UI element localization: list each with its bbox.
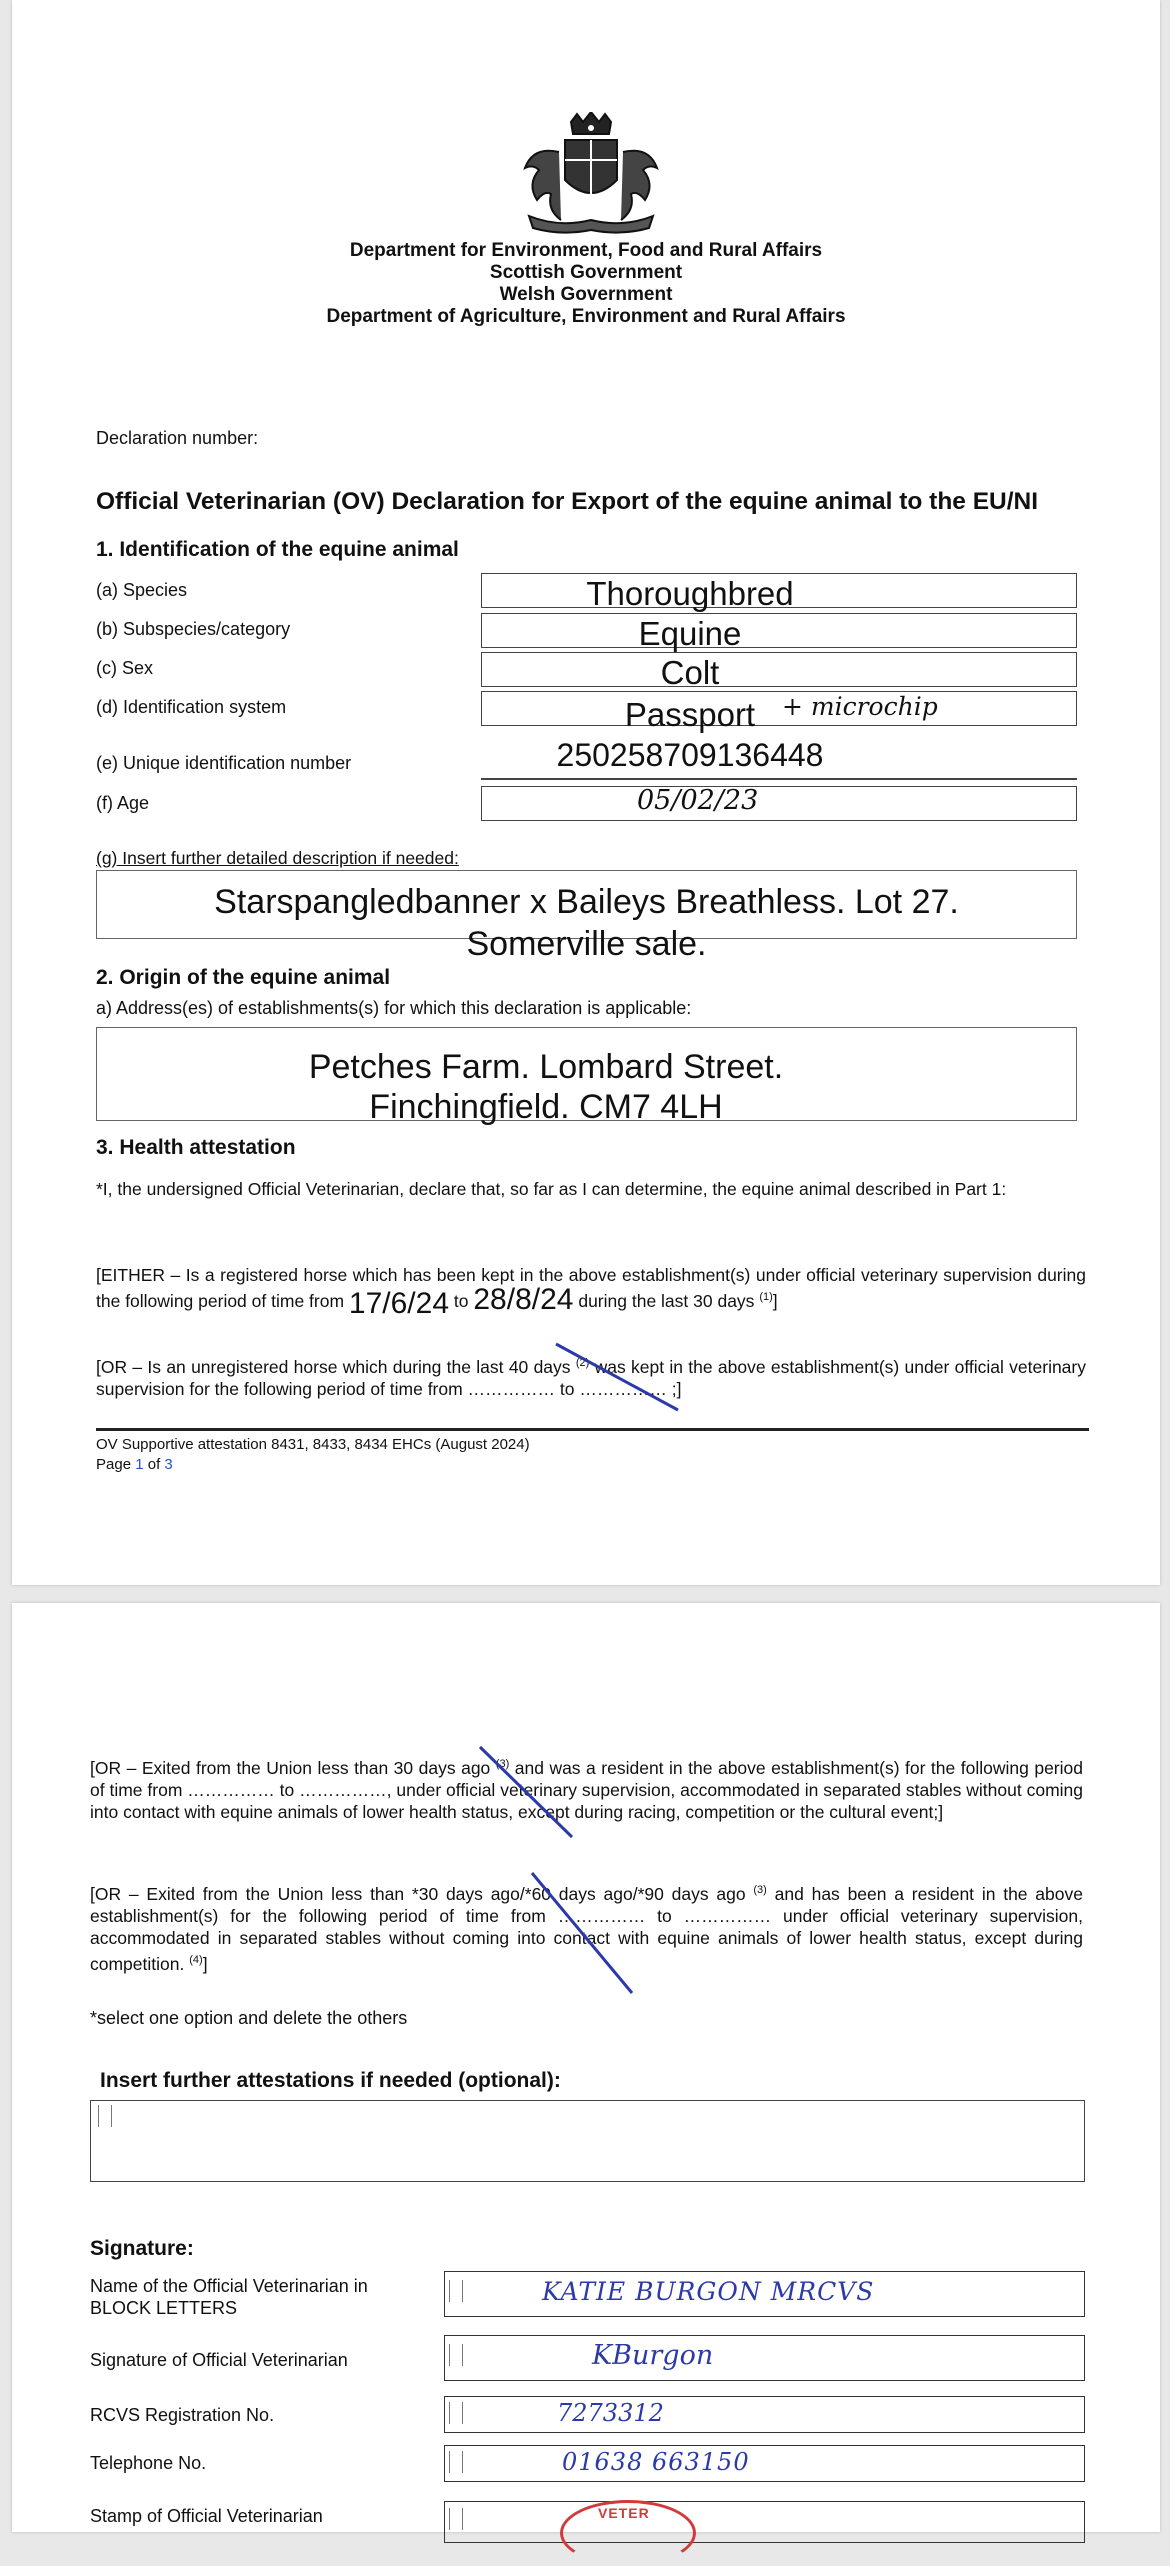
phone-field[interactable] [444,2445,1085,2482]
page-of: of [147,1456,161,1473]
or3-strike-mark [522,1869,642,1999]
declaration-number-label: Declaration number: [96,428,259,448]
text-cursor-icon [98,2105,112,2127]
header-daera: Department of Agriculture, Environment and Rural Affairs [326,306,846,327]
species-label: (a) Species [96,580,188,600]
section1-heading: 1. Identification of the equine animal [96,538,459,561]
either-footnote: (1) [759,1291,773,1303]
section3-heading: 3. Health attestation [96,1136,296,1159]
address-label: a) Address(es) of establishments(s) for which this declaration is applicable: [96,998,692,1018]
section2-heading: 2. Origin of the equine animal [96,966,391,989]
subspecies-label: (b) Subspecies/category [96,619,291,639]
royal-coat-of-arms-icon [519,112,663,234]
either-suffix: during the last 30 days [578,1290,755,1311]
or1-footnote: (2) [575,1357,590,1369]
header-defra: Department for Environment, Food and Rural Affairs [349,240,823,261]
or3-rest: and has been a resident in the above establishment(s) for the following period of time from …………… to …………… under official veterinary supervision, accommodated in separated stables without coming into contact with equine animals of lower health status, except during competition. [90,1883,1083,1974]
either-from-date: 17/6/24 [348,1286,450,1320]
or2-text: [OR – Exited from the Union less than 30 days ago [90,1757,491,1778]
or1-rest: was kept in the above establishment(s) under official veterinary supervision for the following period of time from …………… to …………… ;] [96,1356,1086,1399]
footer-attestation: OV Supportive attestation 8431, 8433, 8434 EHCs (August 2024) [96,1436,530,1453]
name-label-line2: BLOCK LETTERS [90,2298,238,2318]
signature-field[interactable] [444,2335,1085,2381]
or3-footnote2: (4) [189,1953,203,1966]
rcvs-cursor-icon [449,2402,463,2424]
or3-close: ] [202,1953,208,1974]
or2-clause [90,1753,1083,1823]
header-welsh-gov: Welsh Government [499,284,673,305]
or1-text: [OR – Is an unregistered horse which during the last 40 days [96,1356,571,1377]
signature-heading: Signature: [90,2237,194,2260]
document-title: Official Veterinarian (OV) Declaration for Export of the equine animal to the EU/NI [96,488,1039,515]
uid-value: 250258709136448 [556,737,824,773]
description-line2: Somerville sale. [466,925,707,963]
rcvs-value: 7273312 [557,2399,664,2427]
sex-value: Colt [660,654,720,691]
document-page-1 [12,0,1160,1585]
page-word: Page [96,1456,132,1473]
subspecies-value: Equine [638,615,742,652]
or3-text: [OR – Exited from the Union less than *30 days ago/*60 days ago/*90 days ago [90,1883,746,1904]
either-text: [EITHER – Is a registered horse which has been kept in the above establishment(s) under official veterinary supervision during the following period of time from [96,1265,1086,1311]
name-value: KATIE BURGON MRCVS [542,2277,875,2306]
further-attestations-field[interactable] [90,2100,1085,2182]
phone-label: Telephone No. [90,2453,207,2473]
page-current: 1 [135,1456,144,1473]
footer-page-number [96,1456,173,1473]
stamp-text: VETER [598,2505,650,2521]
rcvs-label: RCVS Registration No. [90,2405,275,2425]
rcvs-field[interactable] [444,2396,1085,2433]
stamp-label: Stamp of Official Veterinarian [90,2506,323,2526]
either-close: ] [772,1290,778,1311]
document-page-2 [12,1603,1160,2532]
select-note: *select one option and delete the others [90,2008,408,2028]
health-intro: *I, the undersigned Official Veterinarian, declare that, so far as I can determine, the equine animal described in Part 1: [96,1179,1007,1199]
or2-rest: and was a resident in the above establishment(s) for the following period of time from …………… to ……………, under official veterinary supervision, accommodated in separated stables without coming into contact with equine animals of lower health status, except during racing, competition or the cultural event;] [90,1757,1083,1822]
name-label [90,2275,368,2319]
signature-value: KBurgon [592,2340,714,2371]
stamp-field[interactable] [444,2501,1085,2543]
or3-footnote: (3) [753,1884,767,1896]
uid-label: (e) Unique identification number [96,753,352,773]
stamp-cursor-icon [449,2508,463,2530]
further-attestations-label: Insert further attestations if needed (optional): [100,2069,561,2092]
uid-underline [481,778,1077,780]
footer-rule [96,1428,1089,1431]
phone-cursor-icon [449,2451,463,2473]
or1-strike-mark [552,1340,682,1415]
phone-value: 01638 663150 [562,2448,750,2476]
either-to-date: 28/8/24 [473,1282,574,1316]
either-to-word: to [453,1290,469,1311]
description-label: (g) Insert further detailed description if needed: [96,848,459,868]
species-value: Thoroughbred [586,575,794,612]
or2-footnote: (3) [495,1758,510,1770]
page-total: 3 [164,1456,173,1473]
id-system-handwritten: + microchip [782,692,938,721]
or2-strike-mark [472,1743,582,1843]
header-scottish-gov: Scottish Government [489,262,683,283]
signature-label: Signature of Official Veterinarian [90,2350,348,2370]
either-clause [96,1264,1086,1320]
age-value: 05/02/23 [637,785,759,816]
address-line1: Petches Farm. Lombard Street. [308,1048,784,1086]
name-label-line1: Name of the Official Veterinarian in [90,2276,368,2296]
age-field[interactable] [481,786,1077,821]
address-line2: Finchingfield. CM7 4LH [369,1088,723,1126]
id-system-label: (d) Identification system [96,697,287,717]
name-cursor-icon [449,2280,463,2302]
age-label: (f) Age [96,793,150,813]
id-system-value: Passport [624,696,756,733]
description-line1: Starspangledbanner x Baileys Breathless. Lot 27. [214,883,959,921]
sex-label: (c) Sex [96,658,154,678]
signature-cursor-icon [449,2344,463,2366]
